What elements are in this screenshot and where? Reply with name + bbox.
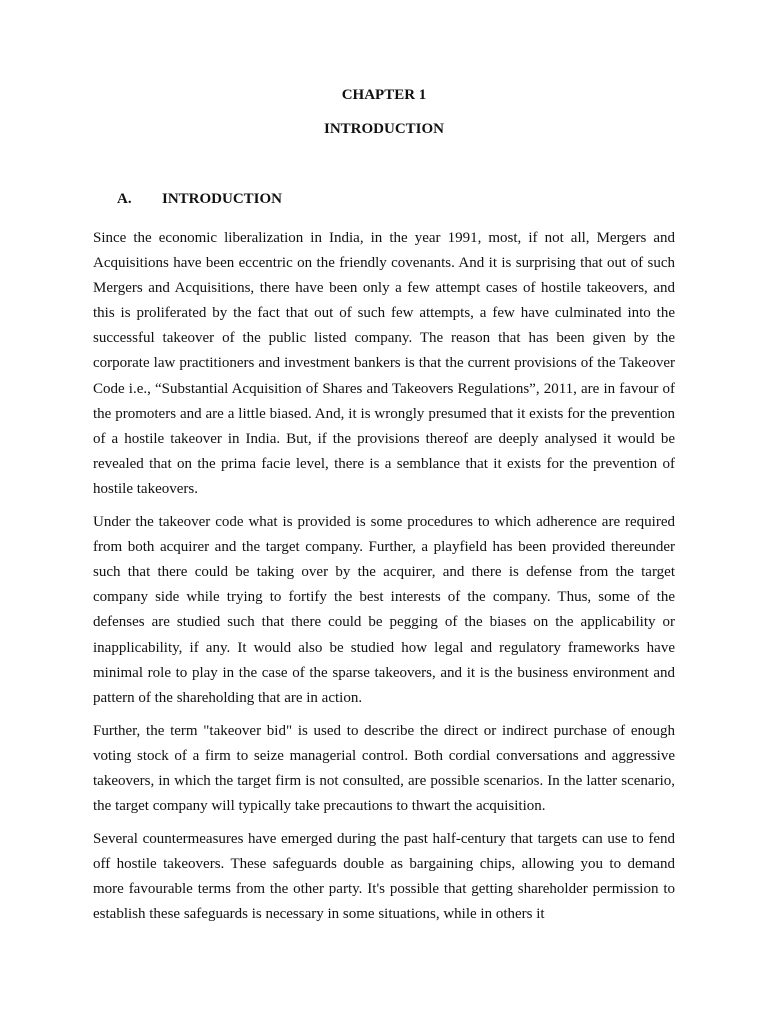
paragraph-1: Since the economic liberalization in India, in the year 1991, most, if not all, Mergers and Acquisitions have been eccentric on the friendly covenants. And it is surprising that out of such Mergers and Acquisitions, there have been only a few attempt cases of hostile takeovers, and this is proliferated by the fact that out of such few attempts, a few have culminated into the successful takeover of the public listed company. The reason that has been given by the corporate law practitioners and investment bankers is that the current provisions of the Takeover Code i.e., “Substantial Acquisition of Shares and Takeovers Regulations”, 2011, are in favour of the promoters and are a little biased. And, it is wrongly presumed that it exists for the prevention of a hostile takeover in India. But, if the provisions thereof are deeply analysed it would be revealed that on the prima facie level, there is a semblance that it exists for the prevention of hostile takeovers. — [93, 230, 675, 497]
paragraph-4: Several countermeasures have emerged during the past half-century that targets can use to fend off hostile takeovers. These safeguards double as bargaining chips, allowing you to demand more favourable terms from the other party. It's possible that getting shareholder permission to establish these safeguards is necessary in some situations, while in others it — [93, 831, 675, 923]
section-heading — [117, 191, 282, 208]
body-text — [93, 226, 675, 1026]
paragraph-2: Under the takeover code what is provided is some procedures to which adherence are required from both acquirer and the target company. Further, a playfield has been provided thereunder such that there could be taking over by the acquirer, and there is defense from the target company side while trying to fortify the best interests of the company. Thus, some of the defenses are studied such that there could be pegging of the biases on the applicability or inapplicability, if any. It would also be studied how legal and regulatory frameworks have minimal role to play in the case of the sparse takeovers, and it is the business environment and pattern of the shareholding that are in action. — [93, 514, 675, 706]
chapter-title: INTRODUCTION — [323, 121, 444, 137]
paragraph-3: Further, the term "takeover bid" is used to describe the direct or indirect purchase of enough voting stock of a firm to seize managerial control. Both cordial conversations and aggressive takeovers, in which the target firm is not consulted, are possible scenarios. In the latter scenario, the target company will typically take precautions to thwart the acquisition. — [93, 722, 675, 815]
chapter-number: CHAPTER 1 — [341, 87, 427, 103]
section-heading-text: INTRODUCTION — [162, 191, 283, 207]
section-letter: A. — [117, 191, 132, 207]
